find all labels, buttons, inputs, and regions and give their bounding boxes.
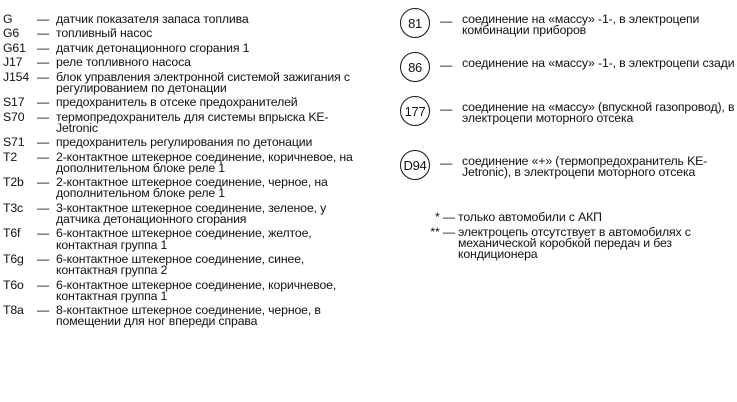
legend-code: J154 bbox=[3, 69, 30, 84]
legend-entry-j154 bbox=[3, 69, 363, 95]
legend-code: G bbox=[3, 12, 13, 26]
legend-desc: 8-контактное штекерное соединение, черное, в помещении для ног впереди справа bbox=[56, 303, 321, 329]
connection-circle-icon: 86 bbox=[400, 52, 430, 82]
legend-desc: блок управления электронной системой зажигания с регулированием по детонации bbox=[56, 69, 350, 95]
legend-dash: — bbox=[37, 109, 50, 124]
legend-desc: 6-контактное штекерное соединение, желтое, контактная группа 1 bbox=[56, 226, 312, 252]
ground-connection-81 bbox=[400, 8, 735, 42]
connection-desc: соединение на «массу» -1-, в электроцепи комбинации приборов bbox=[462, 12, 700, 38]
legend-dash: — bbox=[37, 149, 50, 164]
legend-code: T3c bbox=[3, 200, 24, 215]
legend-entry-g6 bbox=[3, 28, 363, 39]
connection-desc: соединение «+» (термопредохранитель KE-Jetronic), в электроцепи моторного отсека bbox=[462, 154, 708, 180]
legend-code: S71 bbox=[3, 135, 25, 150]
legend-dash: — bbox=[37, 251, 50, 266]
legend-dash: — bbox=[37, 26, 50, 41]
legend-desc: 2-контактное штекерное соединение, коричневое, на дополнительном блоке реле 1 bbox=[56, 149, 353, 175]
connection-dash: — bbox=[440, 58, 453, 72]
legend-desc: датчик детонационного сгорания 1 bbox=[56, 40, 250, 55]
connection-dash: — bbox=[440, 102, 453, 116]
legend-desc: реле топливного насоса bbox=[56, 55, 191, 70]
legend-desc: предохранитель в отсеке предохранителей bbox=[56, 95, 298, 110]
legend-code: T2b bbox=[3, 175, 24, 190]
legend-entry-s70 bbox=[3, 109, 363, 135]
note-desc: электроцепь отсутствует в автомобилях с механической коробкой передач и без кондиционера bbox=[458, 225, 691, 262]
legend-dash: — bbox=[37, 175, 50, 190]
connection-dash: — bbox=[440, 14, 453, 28]
legend-dash: — bbox=[37, 95, 50, 110]
legend-desc: 6-контактное штекерное соединение, коричневое, контактная группа 1 bbox=[56, 277, 337, 303]
legend-entry-t3c bbox=[3, 200, 363, 226]
connection-circle-icon: 177 bbox=[400, 96, 430, 126]
ground-connection-177 bbox=[400, 96, 735, 130]
legend-entry-s17 bbox=[3, 97, 363, 108]
legend-code: T6g bbox=[3, 251, 24, 266]
legend-entry-g61 bbox=[3, 40, 363, 55]
note-mark: * — bbox=[434, 210, 455, 224]
legend-entry-t6f bbox=[3, 228, 363, 250]
legend-code: G6 bbox=[3, 26, 20, 41]
legend-entry-g bbox=[3, 14, 363, 25]
legend-desc: датчик показателя запаса топлива bbox=[56, 12, 249, 26]
legend-dash: — bbox=[37, 69, 50, 84]
note-desc: только автомобили с АКП bbox=[458, 210, 602, 224]
legend-code: T2 bbox=[3, 149, 18, 164]
legend-code: S70 bbox=[3, 109, 25, 124]
legend-entry-t6g bbox=[3, 251, 363, 278]
legend-list bbox=[3, 14, 363, 331]
legend-entry-t2 bbox=[3, 149, 363, 175]
legend-dash: — bbox=[37, 277, 50, 292]
legend-code: T6f bbox=[3, 226, 21, 241]
legend-entry-t2b bbox=[3, 177, 363, 199]
note-mark: ** — bbox=[430, 225, 455, 239]
positive-connection-d94 bbox=[400, 150, 735, 184]
connection-dash: — bbox=[440, 156, 453, 170]
legend-code: T6o bbox=[3, 277, 24, 292]
legend-code: G61 bbox=[3, 40, 26, 55]
legend-desc: предохранитель регулирования по детонации bbox=[56, 135, 313, 150]
legend-entry-t6o bbox=[3, 277, 363, 303]
legend-desc: термопредохранитель для системы впрыска KE-Jetronic bbox=[56, 109, 329, 135]
legend-code: S17 bbox=[3, 95, 25, 110]
legend-desc: топливный насос bbox=[56, 26, 153, 41]
legend-desc: 2-контактное штекерное соединение, черное, на дополнительном блоке реле 1 bbox=[56, 175, 328, 201]
legend-dash: — bbox=[37, 135, 50, 150]
legend-entry-j17 bbox=[3, 57, 363, 68]
legend-dash: — bbox=[37, 12, 50, 26]
legend-dash: — bbox=[37, 303, 50, 318]
connection-circle-icon: D94 bbox=[400, 150, 430, 180]
connection-desc: соединение на «массу» (впускной газопровод), в электроцепи моторного отсека bbox=[462, 100, 735, 126]
legend-code: T8a bbox=[3, 303, 24, 318]
connection-desc: соединение на «массу» -1-, в электроцепи сзади bbox=[462, 56, 735, 70]
legend-desc: 3-контактное штекерное соединение, зеленое, у датчика детонационного сгорания bbox=[56, 200, 327, 226]
legend-dash: — bbox=[37, 226, 50, 241]
legend-code: J17 bbox=[3, 55, 23, 70]
legend-desc: 6-контактное штекерное соединение, синее, контактная группа 2 bbox=[56, 251, 305, 278]
legend-entry-s71 bbox=[3, 137, 363, 148]
legend-entry-t8a bbox=[3, 305, 363, 327]
ground-connection-86 bbox=[400, 52, 735, 86]
legend-dash: — bbox=[37, 40, 50, 55]
connection-circle-icon: 81 bbox=[400, 8, 430, 38]
legend-dash: — bbox=[37, 200, 50, 215]
legend-dash: — bbox=[37, 55, 50, 70]
